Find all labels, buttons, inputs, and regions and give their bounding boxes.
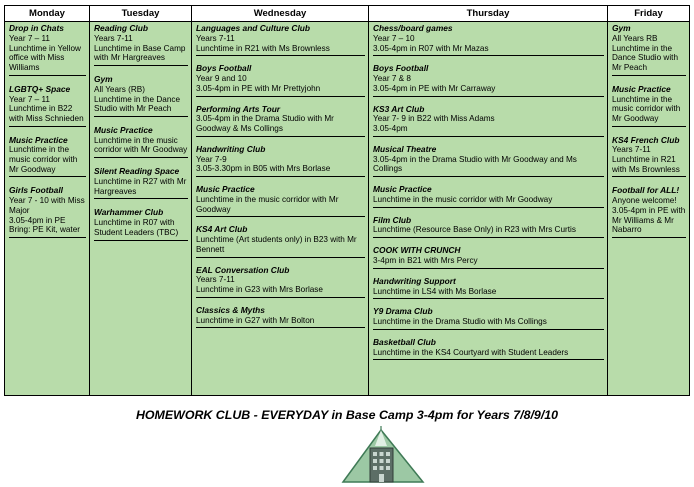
activity-detail: 3.05-4pm in the Drama Studio with Mr Goodway and Ms Collings [373, 154, 577, 174]
activity-detail: All Years RB [612, 33, 658, 43]
activity-detail: Years 7-11 [94, 33, 133, 43]
activity-detail: Lunchtime in G27 with Mr Bolton [196, 315, 315, 325]
activity-detail: Lunchtime in R21 with Ms Brownless [196, 43, 330, 53]
activity-entry [373, 185, 604, 208]
activity-detail: Bring: PE Kit, water [9, 225, 80, 235]
activity-title: Football for ALL! [612, 185, 680, 196]
activity-title: Music Practice [373, 184, 432, 194]
clubs-timetable [4, 5, 690, 396]
activity-entry [373, 64, 604, 96]
activity-title: Drop in Chats [9, 23, 64, 33]
activity-detail: Year 7-9 [196, 154, 227, 164]
activity-detail: Year 7 – 11 [9, 94, 50, 104]
activity-detail: Lunchtime (Resource Base Only) in R23 with Mrs Curtis [373, 225, 576, 235]
activity-entry [9, 136, 86, 178]
activity-entry [94, 126, 188, 158]
activity-title: Girls Football [9, 185, 63, 196]
activity-entry [9, 85, 86, 127]
day-header-tuesday: Tuesday [90, 6, 192, 22]
activity-entry [612, 24, 686, 76]
homework-club-banner: HOMEWORK CLUB - EVERYDAY in Base Camp 3-4pm for Years 7/8/9/10 [135, 408, 559, 422]
activity-title: Music Practice [196, 184, 255, 194]
activity-title: Gym [612, 23, 631, 33]
activity-detail: Years 7-11 [196, 33, 235, 43]
friday-activities [608, 22, 690, 396]
activity-title: Performing Arts Tour [196, 103, 281, 114]
activity-entry [94, 75, 188, 117]
activity-title: Boys Football [196, 63, 252, 74]
activity-detail: 3.05-4pm in the Drama Studio with Mr Goodway & Ms Collings [196, 114, 334, 134]
activity-title: Languages and Culture Club [196, 23, 310, 33]
thursday-activities [369, 22, 608, 396]
activity-detail: Lunchtime in R21 with Ms Brownless [612, 155, 680, 174]
day-header-thursday: Thursday [369, 6, 608, 22]
activity-detail: Lunchtime in the KS4 Courtyard with Student Leaders [373, 347, 569, 357]
activity-entry [94, 167, 188, 199]
activity-title: Silent Reading Space [94, 166, 180, 177]
activity-title: Music Practice [612, 83, 671, 94]
activity-entry [196, 306, 365, 329]
activity-entry [94, 24, 188, 66]
activity-detail: Lunchtime in the music corridor with Mr Goodway [612, 94, 681, 123]
activity-entry [373, 307, 604, 330]
activities-row [5, 22, 690, 396]
activity-title: KS3 Art Club [373, 103, 425, 114]
activity-detail: Year 7 – 10 [373, 33, 415, 43]
activity-detail: Year 7- 9 in B22 with Miss Adams [373, 114, 495, 124]
activity-detail: 3.05-4pm [373, 124, 408, 134]
activity-detail: Lunchtime in the music corridor with Mr Goodway [196, 194, 339, 214]
activity-entry [612, 186, 686, 238]
activity-title: Music Practice [9, 134, 68, 145]
activity-detail: Lunchtime in the Dance Studio with Mr Peach [94, 94, 181, 114]
activity-detail: 3.05-4pm in R07 with Mr Mazas [373, 43, 489, 53]
day-header-wednesday: Wednesday [192, 6, 369, 22]
mountain-building-logo [341, 426, 425, 484]
activity-title: LGBTQ+ Space [9, 83, 71, 94]
activity-detail: Lunchtime in the music corridor with Mr Goodway [94, 135, 188, 155]
activity-detail: Lunchtime in B22 with Miss Schnieden [9, 104, 84, 123]
activity-entry [196, 266, 365, 298]
activity-title: Handwriting Support [373, 275, 456, 286]
activity-entry [373, 105, 604, 137]
activity-entry [373, 277, 604, 300]
activity-detail: All Years (RB) [94, 84, 145, 94]
activity-entry [373, 145, 604, 177]
activity-entry [373, 338, 604, 361]
activity-title: COOK WITH CRUNCH [373, 245, 461, 256]
activity-title: Y9 Drama Club [373, 306, 433, 317]
activity-entry [196, 145, 365, 177]
activity-entry [373, 24, 604, 56]
activity-title: Reading Club [94, 23, 148, 33]
activity-detail: Years 7-11 [196, 275, 235, 285]
activity-detail: Lunchtime (Art students only) in B23 with Mr Bennett [196, 235, 357, 254]
activity-detail: 3.05-4pm in PE [9, 215, 66, 225]
activity-title: Music Practice [94, 124, 153, 135]
activity-entry [373, 216, 604, 239]
activity-detail: 3.05-4pm in PE with Mr Williams & Mr Nabarro [612, 206, 686, 235]
activity-entry [9, 24, 86, 76]
activity-detail: Years 7-11 [612, 145, 651, 155]
activity-entry [196, 185, 365, 217]
monday-activities [5, 22, 90, 396]
activity-detail: Lunchtime in R27 with Mr Hargreaves [94, 177, 187, 196]
activity-entry [612, 136, 686, 178]
activity-title: Boys Football [373, 63, 429, 74]
activity-detail: Lunchtime in G23 with Mrs Borlase [196, 285, 323, 295]
activity-entry [196, 105, 365, 137]
activity-title: Handwriting Club [196, 143, 266, 154]
activity-detail: Year 9 and 10 [196, 74, 247, 84]
activity-detail: 3-4pm in B21 with Mrs Percy [373, 256, 478, 266]
activity-detail: Lunchtime in the Drama Studio with Ms Collings [373, 317, 547, 327]
activity-detail: Year 7 – 11 [9, 33, 50, 43]
activity-title: Classics & Myths [196, 304, 265, 315]
activity-detail: 3.05-3.30pm in B05 with Mrs Borlase [196, 164, 331, 174]
activity-entry [94, 208, 188, 240]
activity-title: EAL Conversation Club [196, 264, 290, 275]
activity-detail: Lunchtime in Base Camp with Mr Hargreaves [94, 43, 186, 63]
activity-entry [9, 186, 86, 238]
activity-title: Basketball Club [373, 336, 436, 347]
activity-title: Chess/board games [373, 23, 453, 33]
activity-title: Warhammer Club [94, 207, 164, 218]
activity-detail: Lunchtime in the Dance Studio with Mr Peach [612, 43, 678, 72]
day-header-friday: Friday [608, 6, 690, 22]
activity-title: KS4 French Club [612, 134, 680, 145]
activity-detail: Lunchtime in the music corridor with Mr Goodway [9, 145, 78, 174]
activity-entry [196, 24, 365, 56]
activity-entry [196, 64, 365, 96]
activity-title: Film Club [373, 214, 412, 225]
day-header-monday: Monday [5, 6, 90, 22]
activity-detail: Anyone welcome! [612, 196, 677, 206]
activity-title: KS4 Art Club [196, 224, 248, 235]
day-header-row [5, 6, 690, 22]
activity-detail: Lunchtime in LS4 with Ms Borlase [373, 286, 497, 296]
wednesday-activities [192, 22, 369, 396]
activity-entry [196, 225, 365, 257]
activity-detail: Lunchtime in R07 with Student Leaders (TBC) [94, 218, 179, 237]
activity-detail: Year 7 & 8 [373, 74, 411, 84]
activity-detail: 3.05-4pm in PE with Mr Prettyjohn [196, 83, 321, 93]
activity-title: Musical Theatre [373, 143, 437, 154]
tuesday-activities [90, 22, 192, 396]
activity-detail: Lunchtime in the music corridor with Mr Goodway [373, 194, 553, 204]
activity-detail: 3.05-4pm in PE with Mr Carraway [373, 83, 496, 93]
activity-entry [612, 85, 686, 127]
activity-detail: Lunchtime in Yellow office with Miss Williams [9, 43, 81, 72]
activity-title: Gym [94, 73, 113, 84]
activity-detail: Year 7 - 10 with Miss Major [9, 196, 85, 216]
activity-entry [373, 246, 604, 269]
